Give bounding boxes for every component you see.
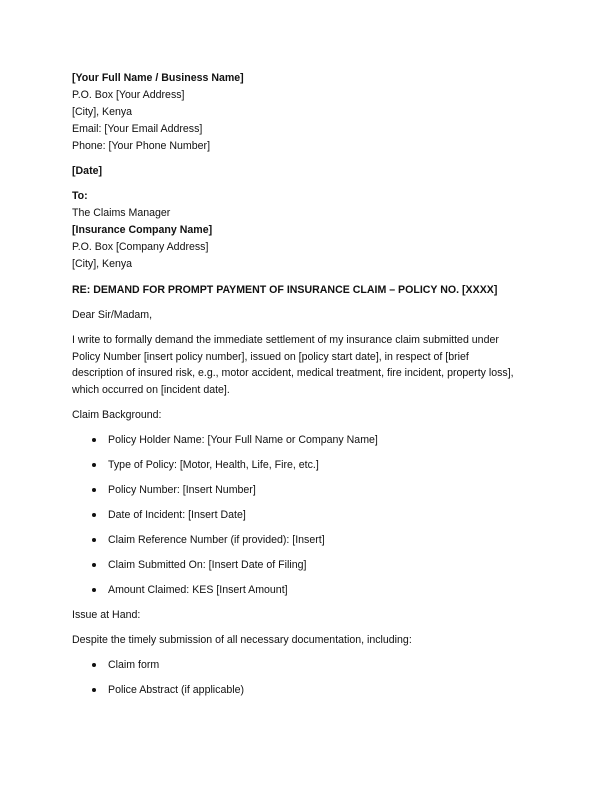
issue-text-block (72, 632, 412, 649)
sender-phone: Phone: [Your Phone Number] (72, 140, 211, 152)
claim-background-heading-block (72, 407, 162, 424)
list-item (72, 582, 378, 607)
issue-text: Despite the timely submission of all necessary documentation, including: (72, 634, 412, 646)
bullet-icon (92, 588, 96, 592)
intro-line: Policy Number [insert policy number], issued on [policy start date], in respect of [brief (72, 350, 469, 363)
list-item (72, 482, 378, 507)
list-item-text: Date of Incident: [Insert Date] (108, 509, 246, 521)
claim-background-list (72, 432, 378, 607)
claim-background-heading: Claim Background: (72, 409, 162, 421)
list-item (72, 507, 378, 532)
bullet-icon (92, 463, 96, 467)
list-item-text: Police Abstract (if applicable) (108, 684, 245, 696)
sender-email: Email: [Your Email Address] (72, 123, 203, 135)
letter-date: [Date] (72, 165, 103, 177)
bullet-icon (92, 488, 96, 492)
subject-block (72, 282, 497, 299)
date-block (72, 163, 102, 180)
issue-heading-block (72, 607, 140, 624)
issue-document-list (72, 657, 244, 707)
recipient-po-box: P.O. Box [Company Address] (72, 241, 209, 253)
salutation-block (72, 307, 152, 324)
recipient-title: The Claims Manager (72, 207, 171, 219)
intro-paragraph (72, 332, 542, 398)
issue-heading: Issue at Hand: (72, 609, 141, 621)
intro-line: I write to formally demand the immediate settlement of my insurance claim submitted under (72, 334, 499, 346)
recipient-to-label: To: (72, 190, 88, 202)
bullet-icon (92, 513, 96, 517)
recipient-block (72, 188, 212, 273)
sender-city: [City], Kenya (72, 106, 133, 118)
salutation: Dear Sir/Madam, (72, 309, 153, 321)
list-item (72, 432, 378, 457)
bullet-icon (92, 538, 96, 542)
list-item (72, 532, 378, 557)
list-item (72, 657, 244, 682)
sender-name: [Your Full Name / Business Name] (72, 72, 244, 84)
bullet-icon (92, 438, 96, 442)
intro-line: description of insured risk, e.g., motor accident, medical treatment, fire incident, property loss], (72, 367, 514, 380)
subject-line: RE: DEMAND FOR PROMPT PAYMENT OF INSURANCE CLAIM – POLICY NO. [XXXX] (72, 284, 498, 296)
list-item (72, 457, 378, 482)
sender-block (72, 70, 244, 155)
bullet-icon (92, 688, 96, 692)
list-item-text: Policy Holder Name: [Your Full Name or Company Name] (108, 434, 378, 446)
bullet-icon (92, 663, 96, 667)
intro-line: which occurred on [incident date]. (72, 383, 230, 396)
list-item-text: Amount Claimed: KES [Insert Amount] (108, 584, 288, 596)
list-item-text: Claim Submitted On: [Insert Date of Filing] (108, 559, 307, 571)
list-item-text: Claim form (108, 659, 160, 671)
list-item-text: Type of Policy: [Motor, Health, Life, Fire, etc.] (108, 459, 319, 471)
list-item-text: Claim Reference Number (if provided): [Insert] (108, 534, 325, 546)
list-item-text: Policy Number: [Insert Number] (108, 484, 256, 496)
recipient-company: [Insurance Company Name] (72, 224, 213, 236)
list-item (72, 682, 244, 707)
list-item (72, 557, 378, 582)
bullet-icon (92, 563, 96, 567)
sender-po-box: P.O. Box [Your Address] (72, 89, 185, 101)
recipient-city: [City], Kenya (72, 258, 133, 270)
